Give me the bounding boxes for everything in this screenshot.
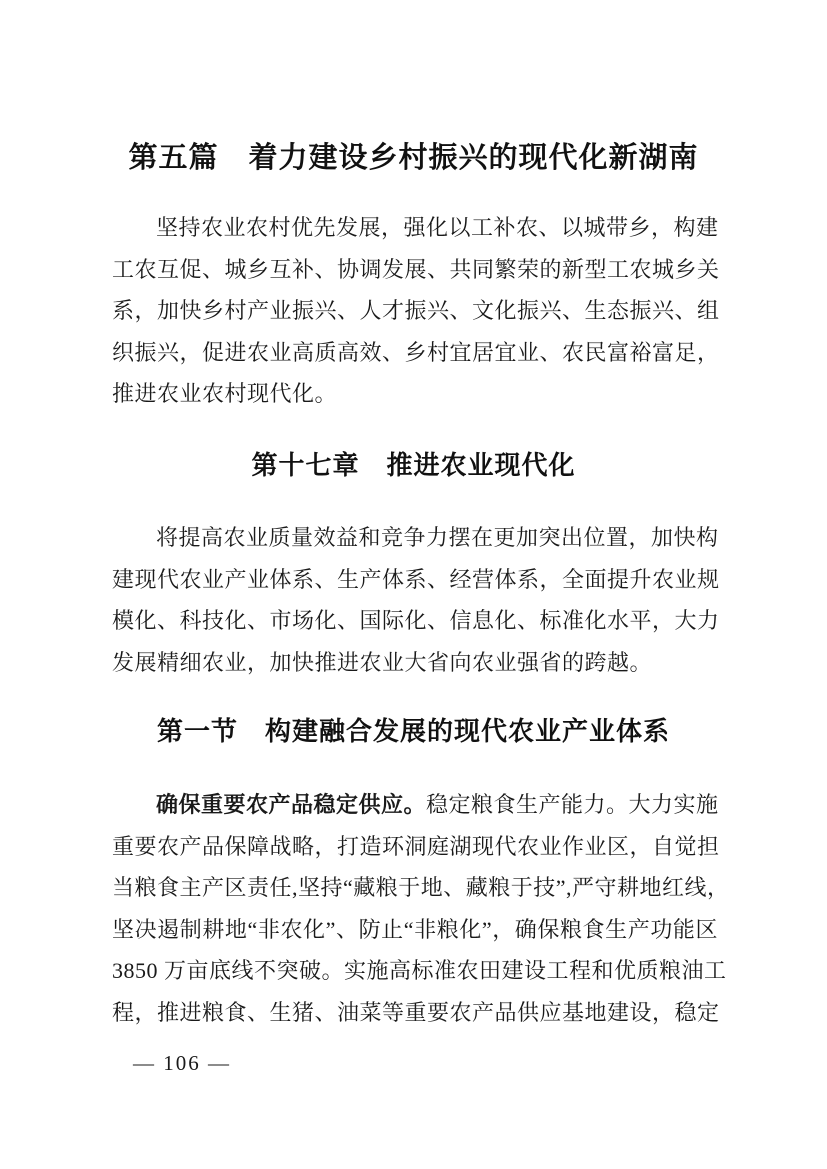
section-paragraph — [112, 784, 730, 1034]
text-line: 当粮食主产区责任,坚持“藏粮于地、藏粮于技”,严守耕地红线， — [112, 875, 730, 901]
text-line: 程，推进粮食、生猪、油菜等重要农产品供应基地建设，稳定 — [112, 999, 720, 1025]
chapter-paragraph — [112, 517, 718, 683]
part-title: 第五篇 着力建设乡村振兴的现代化新湖南 — [128, 142, 699, 174]
text-line: 重要农产品保障战略，打造环洞庭湖现代农业作业区，自觉担 — [112, 833, 720, 859]
text-line: 3850 万亩底线不突破。实施高标准农田建设工程和优质粮油工 — [112, 958, 727, 984]
text-line: 将提高农业质量效益和竞争力摆在更加突出位置，加快构 — [156, 525, 719, 550]
lead-rest-text: 稳定粮食生产能力。大力实施 — [426, 792, 719, 817]
text-line: 织振兴，促进农业高质高效、乡村宜居宜业、农民富裕富足， — [112, 339, 720, 365]
text-line: 系，加快乡村产业振兴、人才振兴、文化振兴、生态振兴、组 — [112, 298, 720, 324]
section-title: 第一节 构建融合发展的现代农业产业体系 — [156, 717, 670, 746]
text-line: 推进农业农村现代化。 — [112, 381, 338, 407]
text-line: 坚持农业农村优先发展，强化以工补农、以城带乡，构建 — [156, 215, 719, 240]
text-line: 发展精细农业，加快推进农业大省向农业强省的跨越。 — [112, 649, 653, 675]
text-line: 模化、科技化、市场化、国际化、信息化、标准化水平，大力 — [112, 608, 720, 634]
chapter-title: 第十七章 推进农业现代化 — [251, 450, 576, 480]
paragraph-lead-line — [112, 784, 718, 826]
text-line: 坚决遏制耕地“非农化”、防止“非粮化”，确保粮食生产功能区 — [112, 916, 718, 942]
intro-paragraph — [112, 207, 718, 415]
text-line: 工农互促、城乡互补、协调发展、共同繁荣的新型工农城乡关 — [112, 256, 720, 282]
lead-emphasis-text: 确保重要农产品稳定供应。 — [156, 792, 427, 817]
text-line: 建现代农业产业体系、生产体系、经营体系，全面提升农业规 — [112, 566, 720, 592]
page-number: — 106 — — [133, 1051, 231, 1075]
